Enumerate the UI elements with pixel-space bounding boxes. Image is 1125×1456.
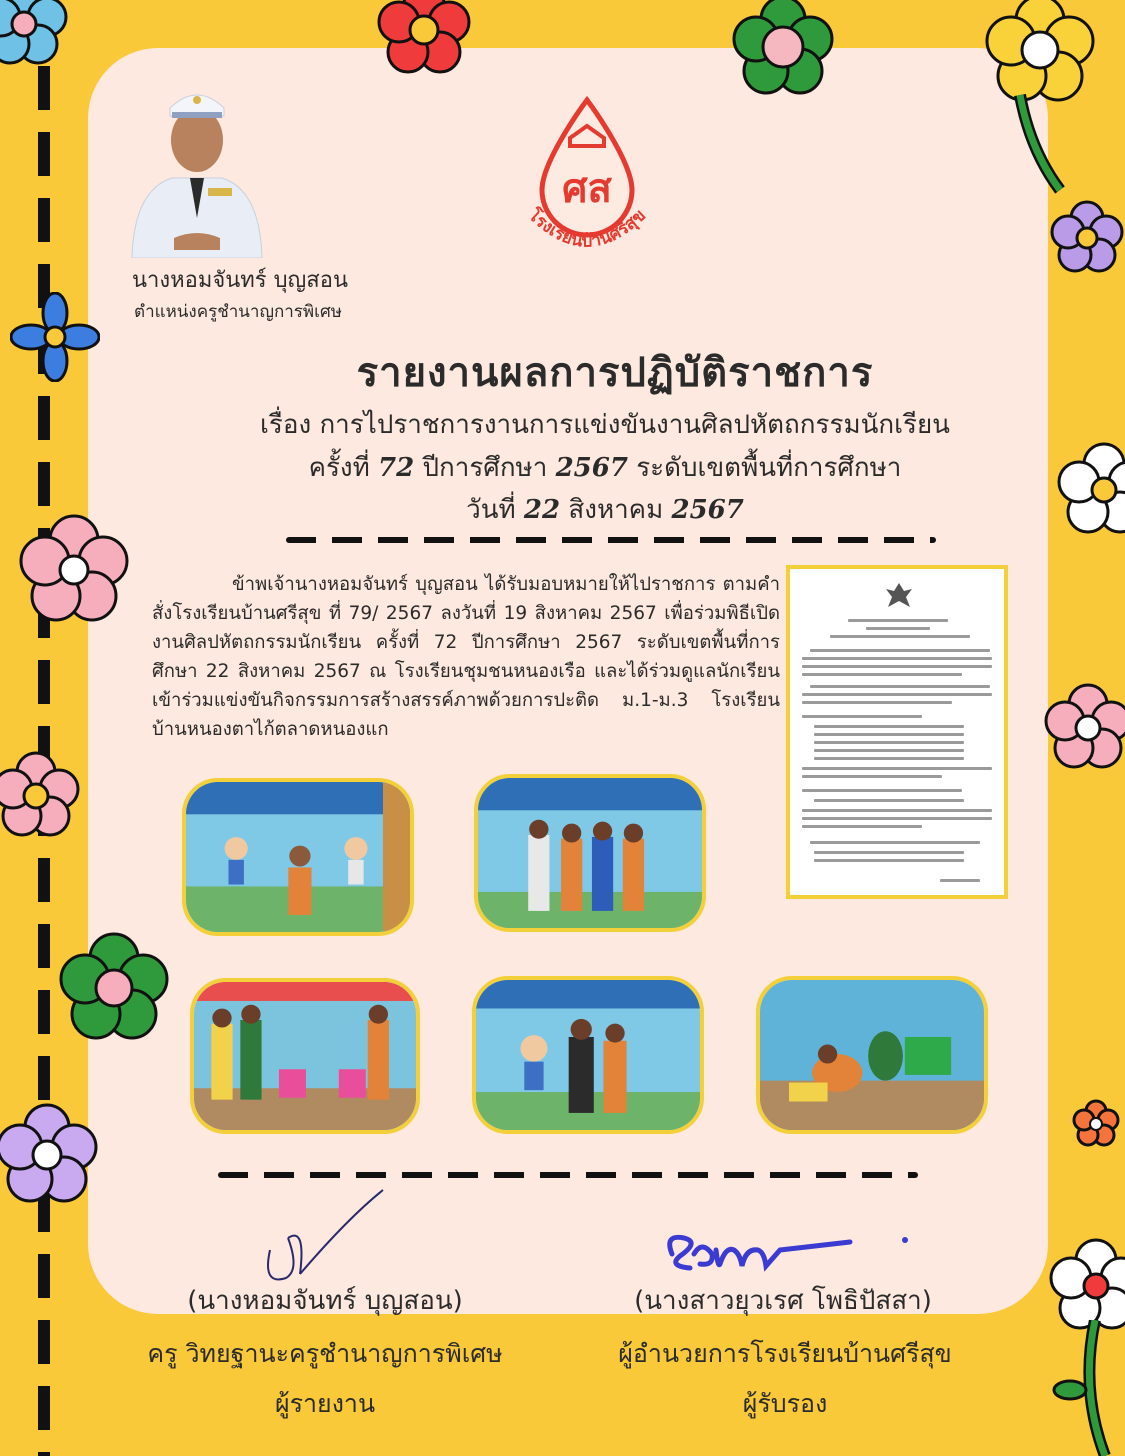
logo-letters: ศส [562, 167, 612, 211]
dashed-spine [38, 0, 50, 1456]
school-logo [512, 90, 662, 260]
activity-photo-1 [182, 778, 414, 936]
flower-purple-icon [1045, 196, 1125, 280]
flower-pink-left-icon [14, 510, 134, 630]
report-date: วันที่ 22 สิงหาคม 2567 [466, 495, 744, 525]
report-round: ครั้งที่ 72 ปีการศึกษา 2567 ระดับเขตพื้นที่การศึกษา [308, 453, 902, 483]
teacher-photo [128, 78, 266, 258]
signer-duty-1: ผู้รายงาน [274, 1389, 376, 1418]
activity-photo-5 [756, 976, 988, 1134]
garuda-emblem-icon [884, 581, 914, 611]
flower-green-icon [728, 0, 838, 102]
flower-pink-right-icon [1040, 680, 1125, 776]
flower-top-left-icon [0, 0, 72, 72]
flower-right-mini-icon [1068, 1096, 1124, 1152]
signer-role-1: ครู วิทยฐานะครูชำนาญการพิเศษ [147, 1339, 503, 1368]
flower-white-icon [1054, 440, 1125, 540]
divider-top [286, 537, 936, 543]
signer-name-2: (นางสาวยุวเรศ โพธิปัสสา) [634, 1286, 932, 1316]
flower-blue-icon [10, 292, 100, 382]
activity-photo-3 [190, 978, 420, 1134]
stem-decoration [1000, 90, 1070, 200]
teacher-name: นางหอมจันทร์ บุญสอน [132, 268, 348, 293]
flower-pink-small-icon [0, 748, 84, 844]
signer-name-1: (นางหอมจันทร์ บุญสอน) [187, 1286, 463, 1316]
signature-reporter-icon [248, 1178, 388, 1288]
report-subject: เรื่อง การไปราชการงานการแข่งขันงานศิลปหัตถกรรมนักเรียน [260, 410, 950, 440]
signer-role-2: ผู้อำนวยการโรงเรียนบ้านศรีสุข [618, 1339, 952, 1368]
report-body: ข้าพเจ้านางหอมจันทร์ บุญสอน ได้รับมอบหมายให้ไปราชการ ตามคำสั่งโรงเรียนบ้านศรีสุข ที่ 79/ 2567 ลงวันที่ 19 สิงหาคม 2567 เพื่อร่วมพิธีเปิดงานศิลปหัตถกรรมนักเรียน ครั้งที่ 72 ปีการศึกษา 2567 ระดับเขตพื้นที่การศึกษา 22 สิงหาคม 2567 ณ โรงเรียนชุมชนหนองเรือ และได้ร่วมดูแลนักเรียนเข้าร่วมแข่งขันกิจกรรมการสร้างสรรค์ภาพด้วยการปะติด ม.1-ม.3 โรงเรียนบ้านหนองตาไก้ตลาดหนองแก [152, 574, 780, 740]
stem-bottom-decoration [1050, 1320, 1125, 1456]
logo-text: โรงเรียนบ้านศรีสุข [524, 205, 650, 252]
teacher-position: ตำแหน่งครูชำนาญการพิเศษ [134, 302, 342, 322]
order-document-thumbnail [786, 565, 1008, 899]
flower-lilac-icon [0, 1100, 102, 1210]
activity-photo-2 [474, 774, 706, 932]
signature-director-icon [660, 1220, 920, 1280]
flower-green-left-icon [54, 928, 174, 1048]
report-title: รายงานผลการปฏิบัติราชการ [356, 350, 874, 396]
activity-photo-4 [472, 976, 704, 1134]
flower-red-icon [372, 0, 476, 82]
signer-duty-2: ผู้รับรอง [742, 1389, 828, 1418]
